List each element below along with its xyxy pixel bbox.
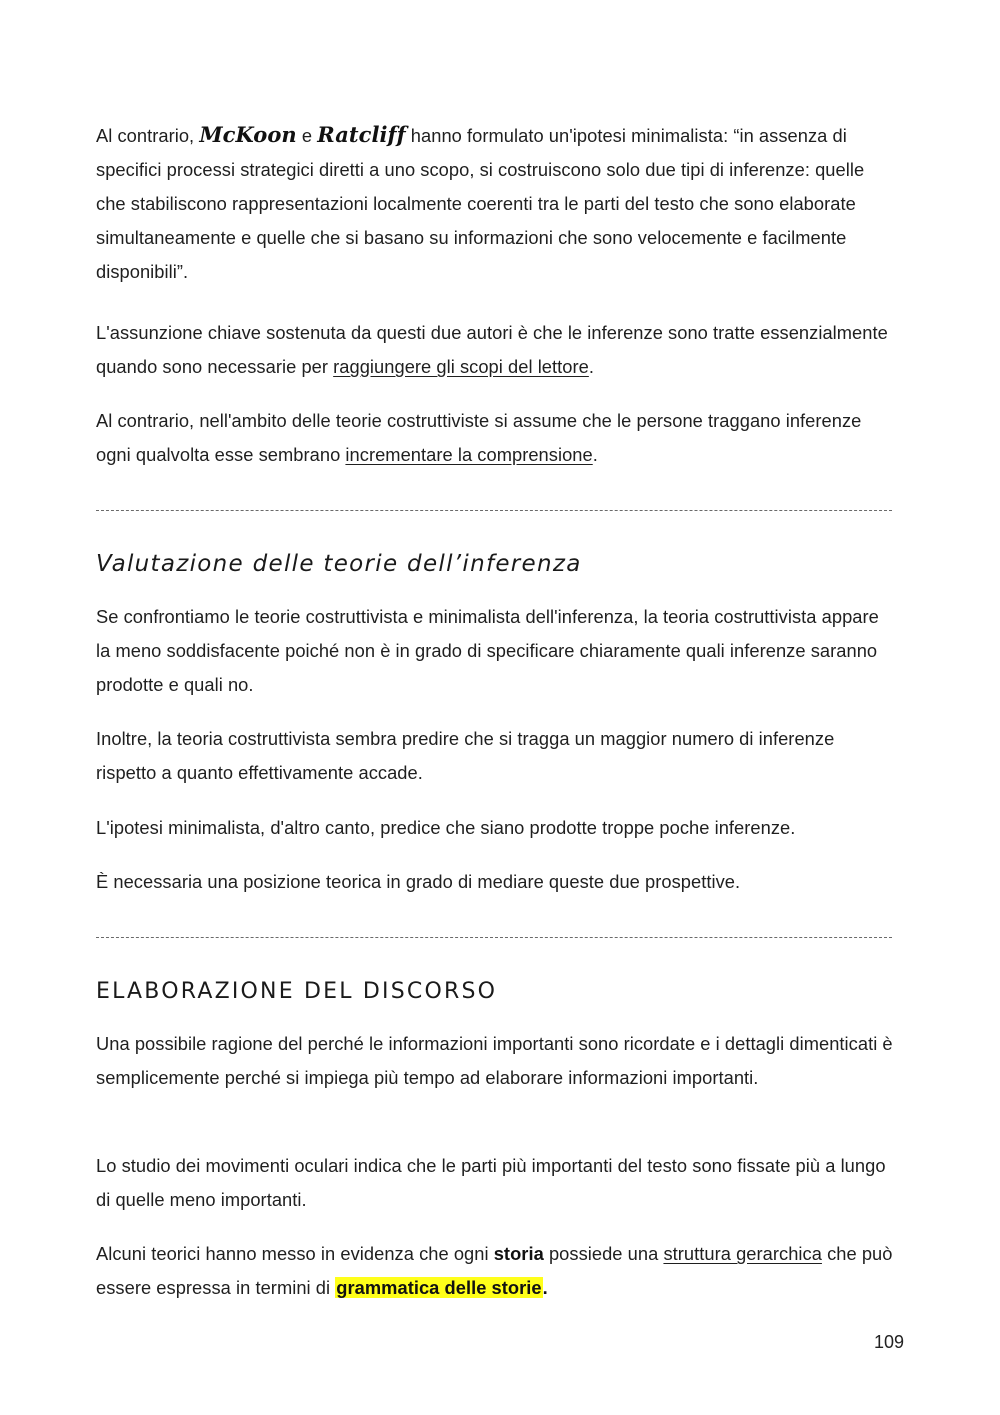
text-quote: hanno formulato un'ipotesi minimalista: “in assenza di specifici processi strategici diretti a uno scopo, si costruiscono solo due tipi di inferenze: quelle che stabiliscono rappresentazioni localmente coerenti tra le parti del testo che sono elaborate simultaneamente e quelle che si basano su informazioni che sono velocemente e facilmente disponibili”. (96, 125, 865, 282)
paragraph-minimalist-prediction: L'ipotesi minimalista, d'altro canto, predice che siano prodotte troppe poche inferenze. (96, 817, 796, 838)
paragraph-key-assumption (96, 316, 896, 384)
section-heading-discourse: ELABORAZIONE DEL DISCORSO (96, 979, 498, 1004)
text-part-2: possiede una (543, 1243, 664, 1264)
page-number: 109 (873, 1332, 904, 1352)
text-lead: Al contrario, (96, 125, 200, 146)
author-mckoon: McKoon (199, 122, 297, 147)
author-ratcliff: Ratcliff (317, 122, 406, 147)
paragraph-constructivist-prediction: Inoltre, la teoria costruttivista sembra predire che si tragga un maggior numero di inferenze rispetto a quanto effettivamente accade. (96, 728, 835, 783)
paragraph-comparison: Se confrontiamo le teorie costruttivista e minimalista dell'inferenza, la teoria costruttivista appare la meno soddisfacente poiché non è in grado di specificare chiaramente quali inferenze saranno prodotte e quali no. (96, 606, 879, 695)
bold-storia: storia (493, 1243, 544, 1264)
section-divider (96, 937, 892, 938)
text-end: . (542, 1277, 548, 1298)
paragraph-important-information: Una possibile ragione del perché le informazioni importanti sono ricordate e i dettagli dimenticati è semplicemente perché si impiega più tempo ad elaborare informazioni importanti. (96, 1033, 893, 1088)
underlined-hierarchical-structure: struttura gerarchica (663, 1243, 822, 1264)
highlighted-story-grammar: grammatica delle storie (336, 1277, 542, 1298)
paragraph-mediating-position: È necessaria una posizione teorica in grado di mediare queste due prospettive. (96, 871, 741, 892)
section-divider (96, 510, 892, 511)
paragraph-story-grammar (96, 1237, 896, 1305)
text-part-3: che può essere espressa in termini di (96, 1243, 893, 1298)
text-after: . (592, 444, 598, 465)
text-before: L'assunzione chiave sostenuta da questi due autori è che le inferenze sono tratte essenzialmente quando sono necessarie per (96, 322, 888, 377)
underlined-comprehension: incrementare la comprensione (345, 444, 593, 465)
underlined-reader-goals: raggiungere gli scopi del lettore (333, 356, 589, 377)
paragraph-minimalist-hypothesis (96, 118, 896, 289)
paragraph-constructivist (96, 404, 896, 472)
text-part-1: Alcuni teorici hanno messo in evidenza che ogni (96, 1243, 494, 1264)
paragraph-eye-movements: Lo studio dei movimenti oculari indica che le parti più importanti del testo sono fissate più a lungo di quelle meno importanti. (96, 1155, 886, 1210)
text-conjunction: e (296, 125, 318, 146)
text-before: Al contrario, nell'ambito delle teorie costruttiviste si assume che le persone traggano inferenze ogni qualvolta esse sembrano (96, 410, 862, 465)
section-heading-evaluation: Valutazione delle teorie dell’inferenza (96, 551, 582, 577)
text-after: . (588, 356, 594, 377)
